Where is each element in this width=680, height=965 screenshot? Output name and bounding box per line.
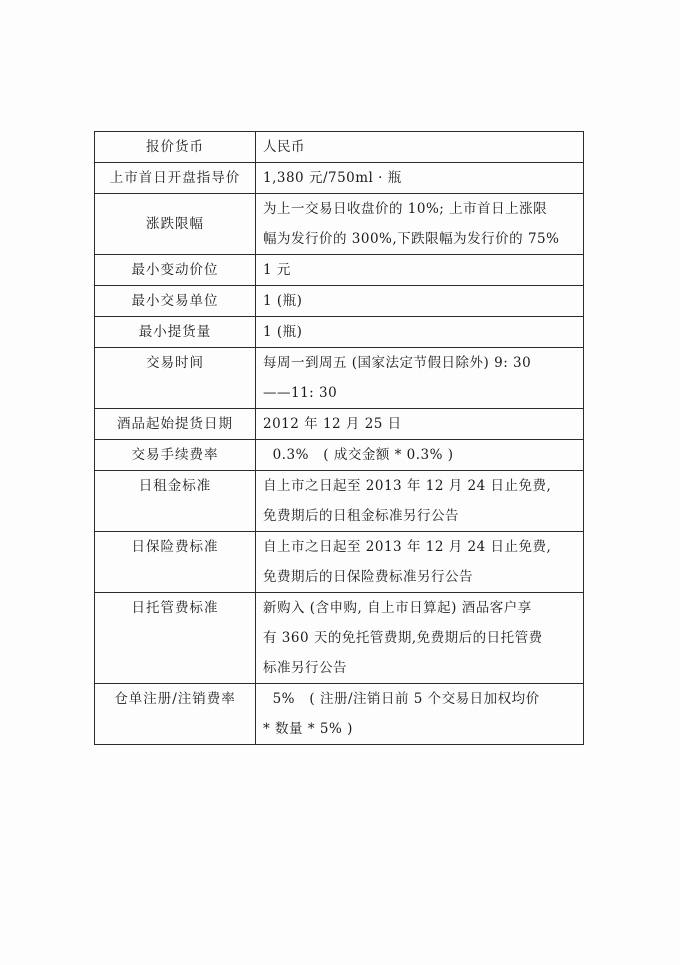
row-label: 仓单注册/注销费率 [95, 684, 256, 745]
row-label: 交易手续费率 [95, 440, 256, 471]
row-label: 日租金标准 [95, 471, 256, 532]
table-row [95, 593, 584, 684]
row-label: 日托管费标准 [95, 593, 256, 684]
table-row [95, 163, 584, 194]
row-label: 报价货币 [95, 132, 256, 163]
row-label: 日保险费标准 [95, 532, 256, 593]
row-value: 为上一交易日收盘价的 10%; 上市首日上涨限 幅为发行价的 300%,下跌限幅为发行价的 75% [256, 194, 584, 255]
row-value: 人民币 [256, 132, 584, 163]
row-value: 每周一到周五 (国家法定节假日除外) 9: 30 ——11: 30 [256, 348, 584, 409]
spec-table [94, 131, 584, 745]
row-label: 酒品起始提货日期 [95, 409, 256, 440]
table-row [95, 684, 584, 745]
table-row [95, 194, 584, 255]
table-row [95, 255, 584, 286]
table-row [95, 286, 584, 317]
row-label: 上市首日开盘指导价 [95, 163, 256, 194]
table-row [95, 409, 584, 440]
table-row [95, 440, 584, 471]
row-value: 1 (瓶) [256, 286, 584, 317]
row-value: 1 元 [256, 255, 584, 286]
row-value: 1 (瓶) [256, 317, 584, 348]
table-row [95, 132, 584, 163]
row-label: 最小交易单位 [95, 286, 256, 317]
row-value: 1,380 元/750ml · 瓶 [256, 163, 584, 194]
row-label: 涨跌限幅 [95, 194, 256, 255]
table-row [95, 532, 584, 593]
row-label: 最小变动价位 [95, 255, 256, 286]
row-value: 新购入 (含申购, 自上市日算起) 酒品客户享 有 360 天的免托管费期,免费期后的日托管费 标准另行公告 [256, 593, 584, 684]
row-value: 2012 年 12 月 25 日 [256, 409, 584, 440]
row-value: 自上市之日起至 2013 年 12 月 24 日止免费, 免费期后的日租金标准另行公告 [256, 471, 584, 532]
table-row [95, 471, 584, 532]
row-value: 自上市之日起至 2013 年 12 月 24 日止免费, 免费期后的日保险费标准另行公告 [256, 532, 584, 593]
row-value: 0.3% ( 成交金额 * 0.3% ) [256, 440, 584, 471]
row-label: 交易时间 [95, 348, 256, 409]
table-row [95, 348, 584, 409]
row-label: 最小提货量 [95, 317, 256, 348]
table-row [95, 317, 584, 348]
row-value: 5% ( 注册/注销日前 5 个交易日加权均价 * 数量 * 5% ) [256, 684, 584, 745]
